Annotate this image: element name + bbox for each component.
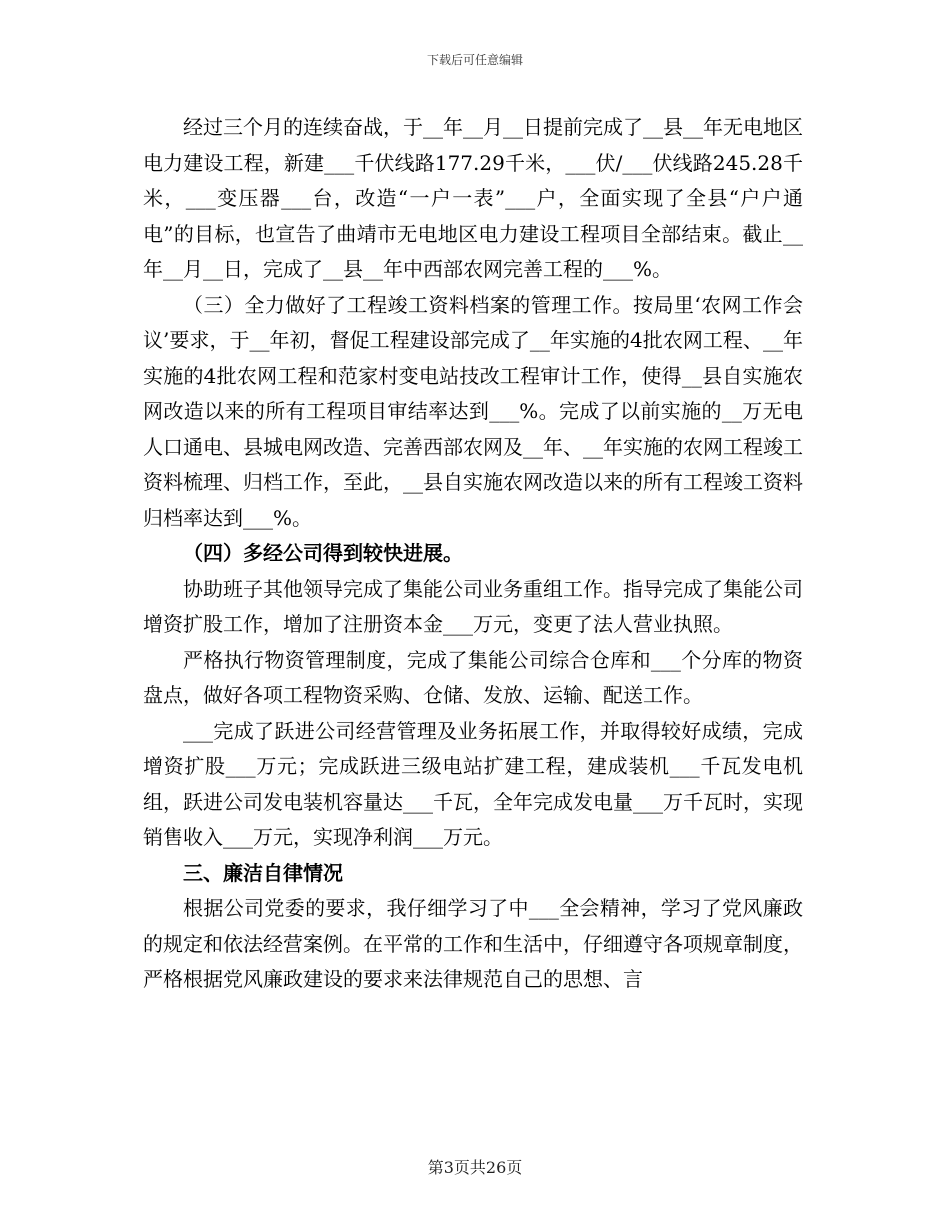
page-number-footer: 第3页共26页 (427, 1158, 523, 1177)
section-heading-integrity: 三、廉洁自律情况 (183, 860, 343, 885)
paragraph-power-construction: 经过三个月的连续奋战，于__年__月__日提前完成了__县__年无电地区电力建设工程，新建___千伏线路177.29千米，___伏/___伏线路245.28千米，___变压器___台，改造“一户一表”___户，全面实现了全县“户户通电”的目标，也宣告了曲靖市无电地区电力建设工程项目全部结束。截止__年__月__日，完成了__县__年中西部农网完善工程的___%。 (143, 115, 803, 281)
paragraph-business-reorganization: 协助班子其他领导完成了集能公司业务重组工作。指导完成了集能公司增资扩股工作，增加了注册资本金___万元，变更了法人营业执照。 (143, 576, 803, 636)
section-heading-diversified-company: （四）多经公司得到较快进展。 (183, 541, 463, 565)
document-body (143, 110, 803, 998)
paragraph-yuejin-company: ___完成了跃进公司经营管理及业务拓展工作，并取得较好成绩，完成增资扩股___万元；完成跃进三级电站扩建工程，建成装机___千瓦发电机组，跃进公司发电装机容量达___千瓦，全年完成发电量___万千瓦时，实现销售收入___万元，实现净利润___万元。 (143, 718, 803, 849)
paragraph-materials-management: 严格执行物资管理制度，完成了集能公司综合仓库和___个分库的物资盘点，做好各项工程物资采购、仓储、发放、运输、配送工作。 (143, 647, 803, 707)
paragraph-archive-management: （三）全力做好了工程竣工资料档案的管理工作。按局里‘农网工作会议’要求，于__年初，督促工程建设部完成了__年实施的4批农网工程、__年实施的4批农网工程和范家村变电站技改工程审计工作，使得__县自实施农网改造以来的所有工程项目审结率达到___%。完成了以前实施的__万无电人口通电、县城电网改造、完善西部农网及__年、__年实施的农网工程竣工资料梳理、归档工作，至此，__县自实施农网改造以来的所有工程竣工资料归档率达到___%。 (143, 292, 803, 530)
page-header: 下载后可任意编辑 (426, 53, 523, 67)
paragraph-integrity-study: 根据公司党委的要求，我仔细学习了中___全会精神，学习了党风廉政的规定和依法经营案例。在平常的工作和生活中，仔细遵守各项规章制度，严格根据党风廉政建设的要求来法律规范自己的思想、言 (143, 896, 803, 991)
